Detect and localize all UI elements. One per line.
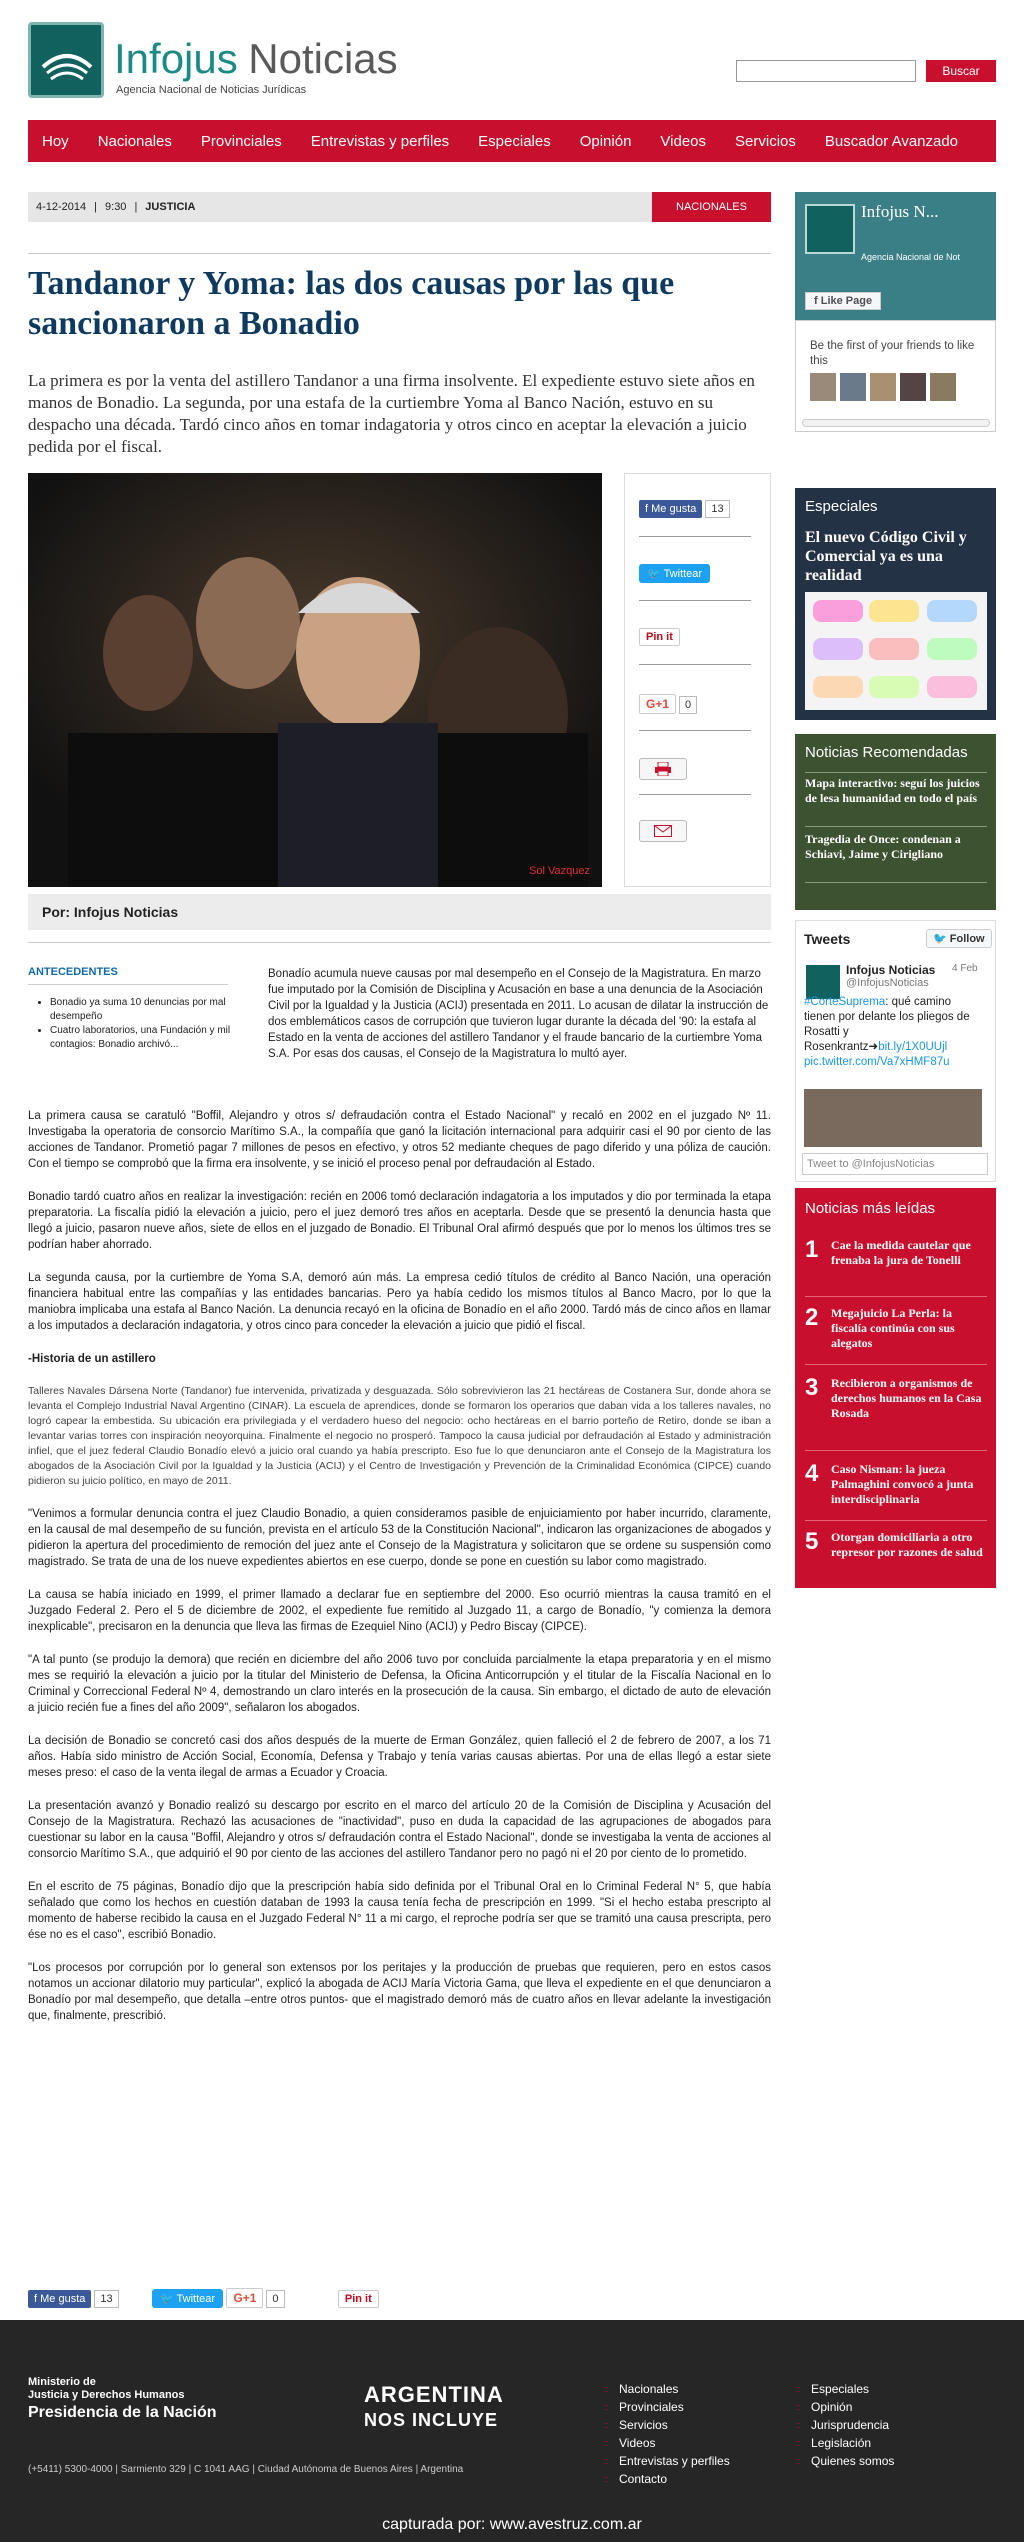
twitter-icon: 🐦 bbox=[159, 2293, 174, 2305]
article-paragraph: La causa se había iniciado en 1999, el primer llamado a declarar fue en septiembre del 2000. Eso ocurrió mientras la causa tramitó en el Juzgado Federal 2. Pero el 5 de diciembre de 2002, el expediente fue remitido al Juzgado 11, a cargo de Bonadío, "y comienza la demora inexplicable", precisaron en la denuncia que lleva las firmas de Ezequiel Nino (ACIJ) y Pedro Biscay (CIPCE). bbox=[28, 1589, 771, 1633]
article-section: JUSTICIA bbox=[145, 201, 196, 213]
article-meta: 4-12-2014 | 9:30 | JUSTICIA bbox=[28, 192, 771, 222]
footer-link[interactable]: :: Entrevistas y perfiles bbox=[604, 2454, 730, 2468]
facebook-like-group bbox=[639, 500, 730, 518]
tweet-author[interactable]: Infojus Noticias bbox=[846, 963, 936, 977]
nav-item-buscador[interactable]: Buscador Avanzado bbox=[824, 132, 959, 150]
footer-link[interactable]: :: Opinión bbox=[796, 2400, 853, 2414]
google-plus-count: 0 bbox=[679, 696, 697, 714]
article-time: 9:30 bbox=[105, 201, 127, 213]
footer-link[interactable]: :: Quienes somos bbox=[796, 2454, 895, 2468]
share-panel bbox=[624, 473, 771, 887]
recomendada-link[interactable]: Tragedia de Once: condenan a Schiavi, Jaime y Cirigliano bbox=[805, 832, 961, 861]
brand-tagline: Agencia Nacional de Noticias Jurídicas bbox=[116, 84, 307, 96]
footer-link[interactable]: :: Servicios bbox=[604, 2418, 668, 2432]
facebook-icon: f bbox=[814, 295, 818, 307]
antecedentes-link[interactable]: • Cuatro laboratorios, una Fundación y mil contagios: Bonadio archivó... bbox=[50, 1024, 236, 1052]
facebook-icon: f bbox=[645, 503, 649, 515]
twitter-widget bbox=[795, 920, 996, 1182]
argentina-logo: ARGENTINA bbox=[364, 2382, 504, 2407]
footer-links-col1 bbox=[604, 2382, 730, 2490]
email-icon bbox=[654, 825, 672, 837]
facebook-icon: f bbox=[34, 2293, 38, 2305]
article-paragraph: Bonadio tardó cuatro años en realizar la investigación: recién en 2006 tomó declaración indagatoria a los imputados y dio por terminada la etapa preparatoria. La fiscalía pidió la elevación a juicio, pero el juez demoró tres años en aceptarla. Desde que se presentó la denuncia hasta que llegó a juicio, pasaron nueve años, siete de ellos en el juzgado de Bonadio. El Tribunal Oral afirmó después que por lo menos los últimos tres se podrían haber ahorrado. bbox=[28, 1191, 771, 1251]
antecedentes-list bbox=[40, 996, 236, 1052]
nav-item-entrevistas[interactable]: Entrevistas y perfiles bbox=[310, 132, 450, 150]
article-paragraph: "Venimos a formular denuncia contra el juez Claudio Bonadio, a quien consideramos pasible de enjuiciamiento por haber incurrido, claramente, en la causal de mal desempeño de su función, prevista en el artículo 53 de la Constitución Nacional", indicaron las organizaciones de abogados y pidieron la apertura del procedimiento de remoción del juez ante el Consejo de la Magistratura y solicitaron que se ordene su suspensión como magistrado. Se trata de una de los nueve expedientes abiertos en ese cuerpo, donde se pone en cuestión su labor como magistrado. bbox=[28, 1508, 771, 1568]
twitter-icon: 🐦 bbox=[647, 568, 661, 580]
facebook-count: 13 bbox=[94, 2290, 118, 2308]
nav-item-hoy[interactable]: Hoy bbox=[42, 132, 69, 150]
footer-link[interactable]: :: Legislación bbox=[796, 2436, 872, 2450]
facebook-like-button[interactable]: f Me gusta bbox=[28, 2290, 91, 2308]
site-header bbox=[28, 22, 996, 102]
article-paragraph: La segunda causa, por la curtiembre de Yoma S.A, demoró aún más. La empresa cedió títulos de crédito al Banco Nación, una operación financiera habitual entre las compañías y las entidades bancarias. Pero ya había cedido los mismos títulos al Banco Macro, por lo que la maniobra implicaba una estafa al Banco Nación. La denuncia recayó en la oficina de Bonadío en el año 2000. Tardó más de cinco años en llamar a los imputados a declaración indagatoria, y otros cinco para conceder la elevación a juicio que pidió el fiscal. bbox=[28, 1272, 771, 1332]
photo-credit: Sol Vazquez bbox=[529, 865, 590, 877]
nav-item-provinciales[interactable]: Provinciales bbox=[200, 132, 282, 150]
article-paragraph: La primera causa se caratuló "Boffil, Alejandro y otros s/ defraudación contra el Estado Nacional" y recaló en 2002 en el juzgado Nº 11. Investigaba la operatoria de consorcio Marítimo S.A., la compañía que ganó la licitación internacional para adquirir casi el 90 por ciento de las acciones de Tandanor. Prometió pagar 7 millones de pesos en efectivo, y otros 52 mediante cheques de pago diferido y una póliza de caución. Con el tiempo se comprobó que la firma era insolvente, y se inició el proceso penal por defraudación al Estado. bbox=[28, 1110, 771, 1170]
google-plus-count: 0 bbox=[266, 2290, 284, 2308]
pinterest-button[interactable]: Pin it bbox=[338, 2290, 379, 2308]
facebook-count: 13 bbox=[705, 500, 729, 518]
tweet-link[interactable]: pic.twitter.com/Va7xHMF87u bbox=[804, 1056, 950, 1068]
recomendada-link[interactable]: Mapa interactivo: seguí los juicios de lesa humanidad en todo el país bbox=[805, 776, 980, 805]
tweet-button[interactable]: 🐦 Twittear bbox=[639, 564, 710, 583]
capture-credit: capturada por: www.avestruz.com.ar bbox=[382, 2516, 642, 2533]
fb-page-logo bbox=[805, 204, 855, 254]
antecedentes-title: ANTECEDENTES bbox=[28, 966, 118, 978]
google-plus-button[interactable]: G+1 bbox=[226, 2288, 263, 2308]
divider bbox=[28, 253, 771, 254]
tweet-hashtag[interactable]: #CorteSuprema bbox=[804, 996, 886, 1008]
search-input[interactable] bbox=[736, 60, 916, 82]
bottom-share-bar bbox=[28, 2288, 771, 2312]
article-paragraph: La presentación avanzó y Bonadio realizó su descargo por escrito en el marco del artículo 20 de la Comisión de Disciplina y Acusación del Consejo de la Magistratura. Rechazó las acusaciones de "inactividad", puso en duda la capacidad de las agrupaciones de abogados para cuestionar su labor en la causa "Boffil, Alejandro y otros s/ defraudación contra el Estado Nacional", donde se investigaba la venta de acciones al consorcio Marítimo S.A., que adquirió el 90 por ciento de las acciones del astillero Tandanor pero no pagó ni el 20 por ciento de lo prometido. bbox=[28, 1800, 771, 1860]
especiales-title[interactable]: El nuevo Código Civil y Comercial ya es una realidad bbox=[805, 529, 967, 584]
footer-link[interactable]: :: Especiales bbox=[796, 2382, 870, 2396]
article-paragraph: En el escrito de 75 páginas, Bonadío dijo que la prescripción había sido definida por el Tribunal Oral en lo Criminal Federal N° 5, que había señalado que como los hechos en cuestión databan de 1993 la causa tenía fecha de prescripción en 1999. "Si el hecho estaba prescripto al momento de haberse recibido la causa en el Juzgado Federal N° 11 a mi cargo, el reproche podría ser que se tramitó una causa prescripta, pero ése no es el caso", escribió Bonadio. bbox=[28, 1881, 771, 1941]
article-photo bbox=[28, 473, 602, 887]
facebook-friends-widget bbox=[795, 320, 996, 432]
nav-item-especiales[interactable]: Especiales bbox=[478, 132, 551, 150]
avatar[interactable] bbox=[900, 373, 926, 401]
search-button[interactable]: Buscar bbox=[926, 60, 996, 82]
footer-link[interactable]: :: Videos bbox=[604, 2436, 656, 2450]
brand-name[interactable]: Infojus Noticias bbox=[114, 35, 398, 82]
presidencia-logo[interactable]: Presidencia de la Nación bbox=[28, 2404, 217, 2421]
tweet-link[interactable]: bit.ly/1X0UUjl bbox=[878, 1041, 948, 1053]
google-plus-button[interactable]: G+1 bbox=[639, 694, 676, 714]
avatar[interactable] bbox=[870, 373, 896, 401]
fb-friends-text: Be the first of your friends to like this bbox=[810, 340, 975, 367]
nav-item-nacionales[interactable]: Nacionales bbox=[97, 132, 172, 150]
article-title: Tandanor y Yoma: las dos causas por las que sancionaron a Bonadio bbox=[28, 265, 675, 342]
fb-page-sub: Agencia Nacional de Not bbox=[861, 252, 961, 262]
print-icon bbox=[655, 762, 671, 776]
article-paragraph: Bonadío acumula nueve causas por mal desempeño en el Consejo de la Magistratura. En marzo fue imputado por la Comisión de Disciplina y Acusación en base a una denuncia de la Asociación Civil por la Igualdad y la Justicia (ACIJ) presentada en 2011. Lo acusan de dilatar la instrucción de dos emblemáticos casos de corrupción que tuvieron lugar durante la década del '90: la estafa al Estado en la venta de acciones del astillero Tandanor y el fraude bancario de la curtiembre Yoma S.A. Por esas dos causas, el Consejo de la Magistratura lo multó ayer. bbox=[268, 968, 769, 1060]
article-paragraph: "Los procesos por corrupción por lo general son extensos por los peritajes y la producción de pruebas que requieren, pero en estos casos notamos un accionar dilatorio muy particular", explicó la abogada de ACIJ María Victoria Gama, que lleva el expediente en el que denunciaron a Bonadío por mal desempeño, que detalla –entre otros puntos- que el magistrado demoró más de cuatro años en llevar adelante la investigación que, finalmente, prescribió. bbox=[28, 1962, 771, 2022]
recomendadas-header: Noticias Recomendadas bbox=[805, 744, 968, 761]
article-lead: La primera es por la venta del astillero Tandanor a una firma insolvente. El expediente estuvo siete años en manos de Bonadio. La segunda, por una estafa de la curtiembre Yoma al Banco Nación, estuvo en su despacho una década. Tardó cinco años en tomar indagatoria y otros cinco en aceptar la elevación a juicio pedida por el fiscal. bbox=[28, 371, 755, 456]
footer-link[interactable]: :: Jurisprudencia bbox=[796, 2418, 890, 2432]
nav-item-opinion[interactable]: Opinión bbox=[579, 132, 632, 150]
tweet-image[interactable] bbox=[804, 1089, 982, 1147]
ministry-logo[interactable]: Ministerio de Justicia y Derechos Humanos bbox=[28, 2376, 185, 2401]
antecedentes-link[interactable]: • Bonadio ya suma 10 denuncias por mal desempeño bbox=[50, 996, 236, 1024]
nav-item-servicios[interactable]: Servicios bbox=[735, 132, 796, 150]
avatar[interactable] bbox=[806, 965, 840, 999]
article-date: 4-12-2014 bbox=[36, 201, 87, 213]
article-body bbox=[28, 1108, 771, 2041]
especiales-header: Especiales bbox=[805, 498, 878, 515]
avatar[interactable] bbox=[930, 373, 956, 401]
footer-link[interactable]: :: Nacionales bbox=[604, 2382, 679, 2396]
horizontal-scrollbar[interactable] bbox=[802, 419, 990, 427]
category-tag[interactable]: NACIONALES bbox=[652, 192, 771, 222]
especiales-widget[interactable] bbox=[795, 488, 996, 720]
fb-page-name[interactable]: Infojus N... bbox=[861, 202, 939, 221]
mas-leidas-header: Noticias más leídas bbox=[805, 1200, 936, 1217]
tweet-compose-input[interactable]: Tweet to @InfojusNoticias bbox=[802, 1153, 988, 1175]
facebook-like-button[interactable]: f Me gusta bbox=[639, 500, 702, 518]
tweet-text: #CorteSuprema: qué camino tienen por delante los pliegos de Rosatti y Rosenkrantz➜bit.ly/1X0UUjl pic.twitter.com/Va7xHMF87u bbox=[804, 996, 970, 1068]
twitter-follow-button[interactable]: 🐦 Follow bbox=[926, 929, 992, 948]
twitter-icon: 🐦 bbox=[933, 933, 947, 945]
avatar[interactable] bbox=[840, 373, 866, 401]
article-paragraph: "A tal punto (se produjo la demora) que recién en diciembre del año 2006 tuvo por concluida parcialmente la etapa preparatoria y en el mismo mes se requirió la elevación a juicio por la titular del Ministerio de Defensa, la Oficina Anticorrupción y el titular de la Fiscalía Nacional en lo Criminal y Correccional Federal Nº 4, demostrando un claro interés en la prosecución de la causa. Sin embargo, el dictado de auto de elevación a juicio recién fue a fines del año 2009", señalaron los abogados. bbox=[28, 1654, 771, 1714]
tweet-date[interactable]: 4 Feb bbox=[952, 963, 978, 974]
mas-leidas-widget: Noticias más leídas 1 Cae la medida cautelar que frenaba la jura de Tonelli 2 Megajuicio La Perla: la fiscalía continúa con sus alegatos 3 Recibieron a organismos de derechos humanos en la Casa Rosada 4 Caso Nisman: la jueza Palmaghini convocó a junta interdisciplinaria 5 Otorgan domiciliaria a otro represor por razones de salud bbox=[795, 1188, 996, 1588]
recomendadas-widget bbox=[795, 734, 996, 910]
footer-link[interactable]: :: Contacto bbox=[604, 2472, 668, 2486]
tweet-handle[interactable]: @InfojusNoticias bbox=[846, 977, 929, 989]
especiales-image[interactable] bbox=[805, 592, 987, 710]
site-footer bbox=[0, 2320, 1024, 2542]
avatar[interactable] bbox=[810, 373, 836, 401]
footer-link[interactable]: :: Provinciales bbox=[604, 2400, 684, 2414]
footer-links-col2 bbox=[796, 2382, 894, 2472]
tweets-header: Tweets bbox=[804, 931, 851, 947]
footer-address: (+5411) 5300-4000 | Sarmiento 329 | C 1041 AAG | Ciudad Autónoma de Buenos Aires | Argentina bbox=[28, 2464, 464, 2475]
article-paragraph: Talleres Navales Dársena Norte (Tandanor) fue intervenida, privatizada y desguazada. Sólo sobrevivieron las 21 hectáreas de Costanera Sur, donde ahora se levanta el Complejo Industrial Naval Argentino (CINAR). La escuela de aprendices, donde se formaron los operarios que daban vida a los talleres navales, no logró capear la embestida. Su ubicación era privilegiada y el verdadero hueso del negocio: ocho hectáreas en el barrio porteño de Retiro, donde se iban a levantar varias torres con inspiración neoyorquina. Finalmente el negocio no prosperó. Tampoco la causa judicial por defraudación al Estado y administración infiel, que el juez federal Claudio Bonadío elevó a juicio oral cuando ya había prescripto. Eso fue lo que denunciaron ante el Consejo de la Magistratura los abogados de la Asociación Civil por la Igualdad y la Justicia (ACIJ) y el Centro de Investigación y Prevención de la Criminalidad Económica (CIPCE) cuando pidieron su juicio político, en mayo de 2011. bbox=[28, 1385, 771, 1487]
print-button[interactable] bbox=[639, 758, 687, 780]
argentina-logo-sub: NOS INCLUYE bbox=[364, 2410, 499, 2430]
fb-like-page-button[interactable]: f Like Page bbox=[805, 292, 881, 310]
tweet-button[interactable]: 🐦 Twittear bbox=[152, 2289, 223, 2308]
site-logo[interactable] bbox=[28, 22, 104, 98]
article-author: Por: Infojus Noticias bbox=[28, 894, 771, 930]
main-nav bbox=[28, 120, 996, 162]
facebook-page-widget[interactable] bbox=[795, 192, 996, 320]
article-paragraph: La decisión de Bonadio se concretó casi dos años después de la muerte de Erman González, quien falleció el 2 de febrero de 2007, a los 71 años. Había sido ministro de Acción Social, Economía, Defensa y Trabajo y tenía varias causas abiertas. Por una de ellas llegó a estar siete meses preso: el caso de la venta ilegal de armas a Ecuador y Croacia. bbox=[28, 1735, 771, 1779]
pinterest-button[interactable]: Pin it bbox=[639, 628, 680, 646]
nav-item-videos[interactable]: Videos bbox=[660, 132, 707, 150]
email-button[interactable] bbox=[639, 820, 687, 842]
article-subheading: -Historia de un astillero bbox=[28, 1353, 156, 1365]
